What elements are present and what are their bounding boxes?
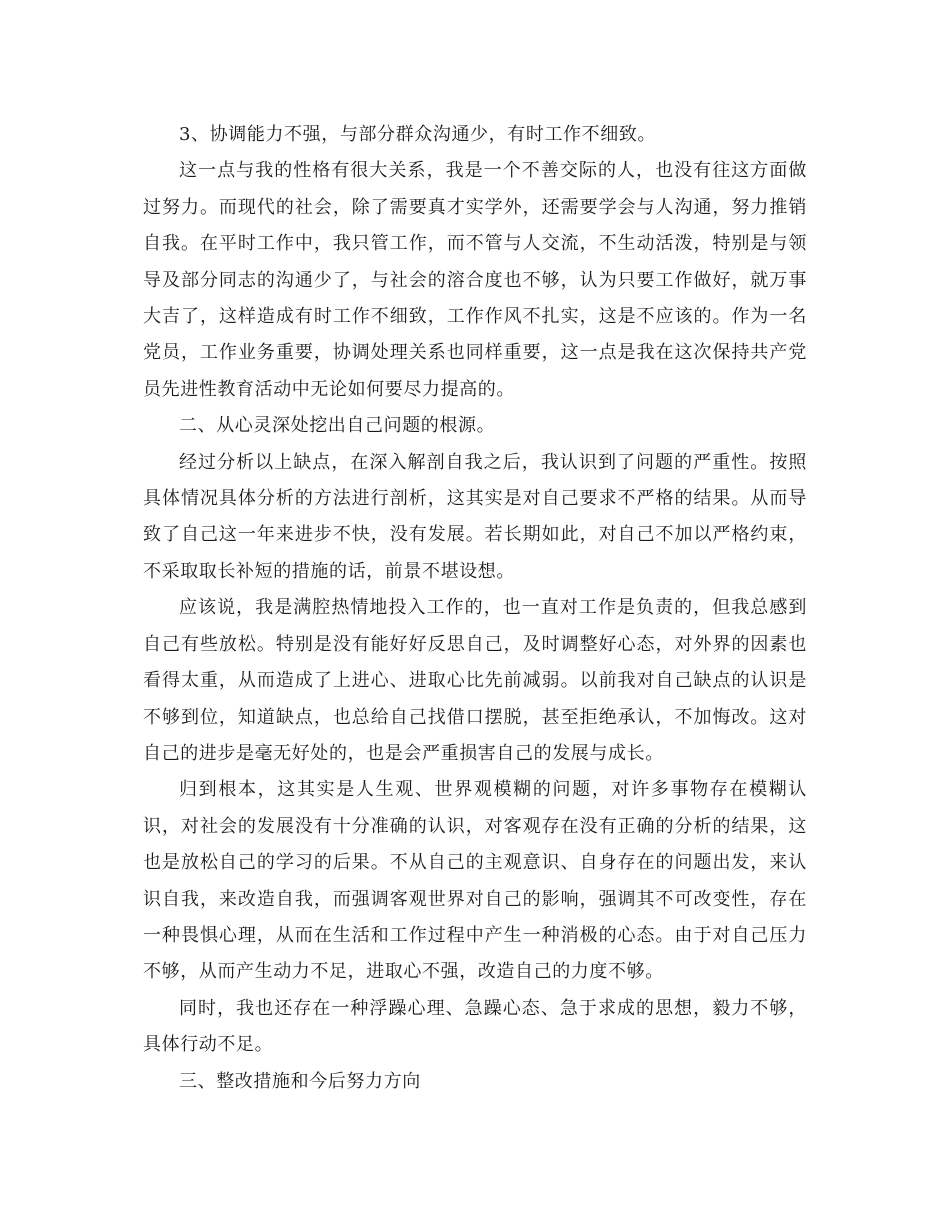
paragraph: 这一点与我的性格有很大关系，我是一个不善交际的人，也没有往这方面做过努力。而现代的社会，除了需要真才实学外，还需要学会与人沟通，努力推销自我。在平时工作中，我只管工作，而不管与人交流，不生动活泼，特别是与领导及部分同志的沟通少了，与社会的溶合度也不够，认为只要工作做好，就万事大吉了，这样造成有时工作不细致，工作作风不扎实，这是不应该的。作为一名党员，工作业务重要，协调处理关系也同样重要，这一点是我在这次保持共产党员先进性教育活动中无论如何要尽力提高的。 (143, 160, 807, 400)
paragraph: 应该说，我是满腔热情地投入工作的，也一直对工作是负责的，但我总感到自己有些放松。特别是没有能好好反思自己，及时调整好心态，对外界的因素也看得太重，从而造成了上进心、进取心比先前减弱。以前我对自己缺点的认识是不够到位，知道缺点，也总给自己找借口摆脱，甚至拒绝承认，不加悔改。这对自己的进步是毫无好处的，也是会严重损害自己的发展与成长。 (143, 597, 807, 764)
section-heading-2: 二、从心灵深处挖出自己问题的根源。 (179, 415, 496, 437)
paragraph: 经过分析以上缺点，在深入解剖自我之后，我认识到了问题的严重性。按照具体情况具体分析的方法进行剖析，这其实是对自己要求不严格的结果。从而导致了自己这一年来进步不快，没有发展。若长期如此，对自己不加以严格约束，不采取取长补短的措施的话，前景不堪设想。 (143, 451, 807, 582)
section-heading-3: 三、整改措施和今后努力方向 (179, 1070, 421, 1092)
document-body (143, 117, 807, 1100)
section-item-3: 3、协调能力不强，与部分群众沟通少，有时工作不细致。 (179, 124, 657, 145)
paragraph: 同时，我也还存在一种浮躁心理、急躁心态、急于求成的思想，毅力不够，具体行动不足。 (143, 997, 807, 1056)
paragraph: 归到根本，这其实是人生观、世界观模糊的问题，对许多事物存在模糊认识，对社会的发展没有十分准确的认识，对客观存在没有正确的分析的结果，这也是放松自己的学习的后果。不从自己的主观意识、自身存在的问题出发，来认识自我，来改造自我，而强调客观世界对自己的影响，强调其不可改变性，存在一种畏惧心理，从而在生活和工作过程中产生一种消极的心态。由于对自己压力不够，从而产生动力不足，进取心不强，改造自己的力度不够。 (143, 779, 807, 983)
